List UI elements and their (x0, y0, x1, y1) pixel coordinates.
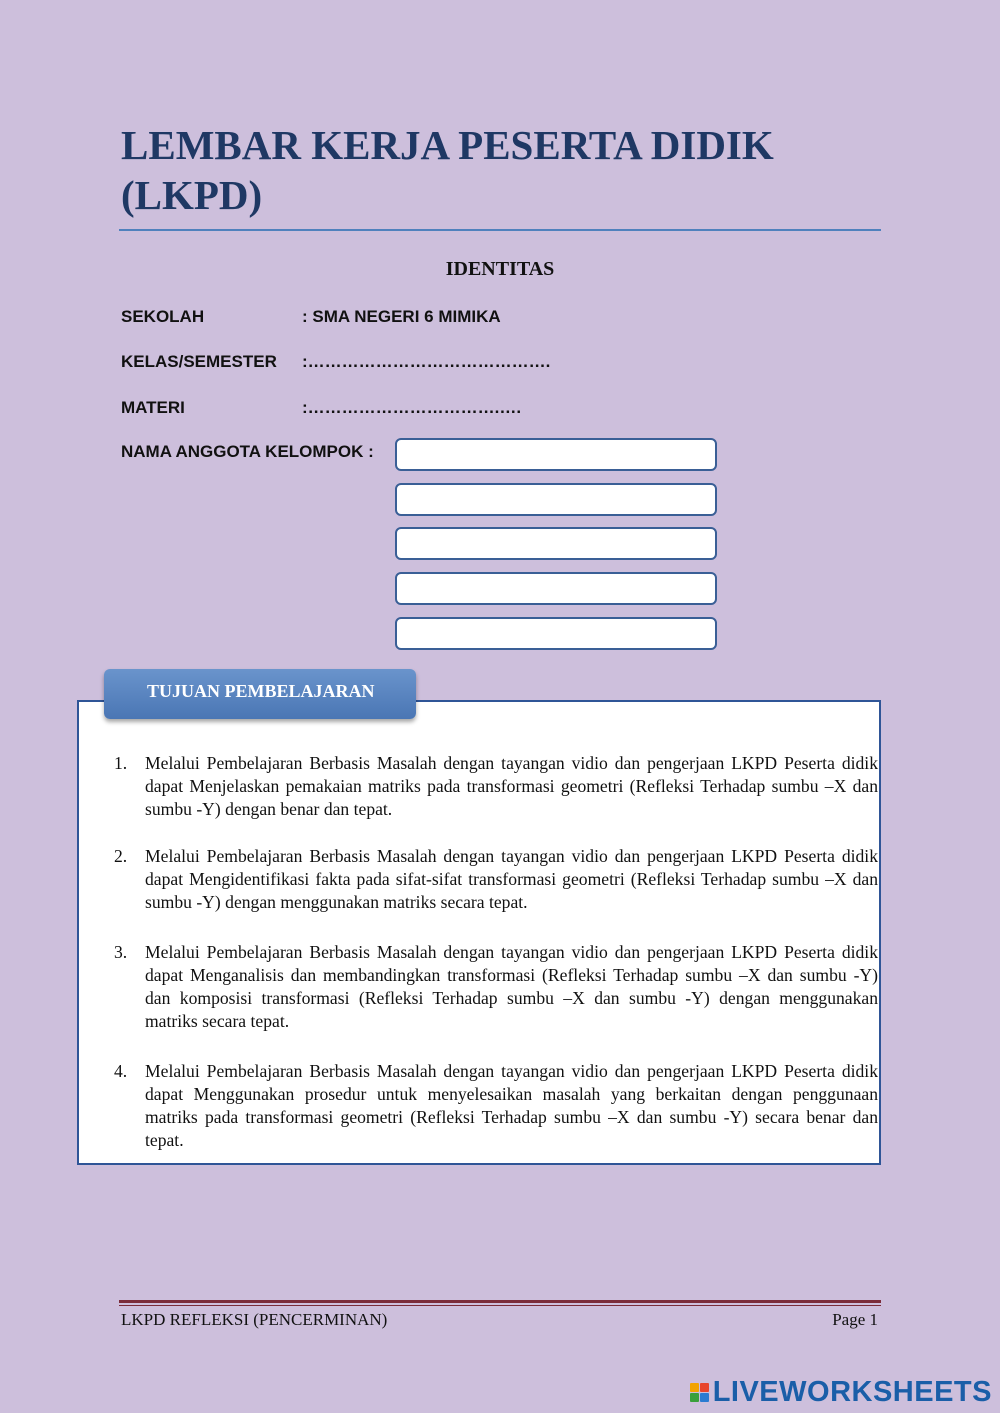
member-name-input-1[interactable] (395, 438, 717, 471)
liveworksheets-icon (690, 1383, 709, 1402)
title-divider (119, 229, 881, 231)
logo-square-i (700, 1383, 709, 1392)
member-name-input-3[interactable] (395, 527, 717, 560)
logo-square-e (700, 1393, 709, 1402)
liveworksheets-logo[interactable] (690, 1374, 992, 1410)
material-label: MATERI (121, 398, 185, 417)
logo-square-l (690, 1383, 699, 1392)
member-name-input-4[interactable] (395, 572, 717, 605)
title-line-2: (LKPD) (121, 172, 263, 218)
footer-divider-thin (119, 1305, 881, 1306)
title-line-1: LEMBAR KERJA PESERTA DIDIK (121, 122, 774, 168)
goal-number: 4. (114, 1061, 128, 1081)
member-name-input-2[interactable] (395, 483, 717, 516)
goal-item (111, 845, 878, 914)
school-value: : SMA NEGERI 6 MIMIKA (302, 307, 501, 326)
goal-item (111, 1060, 878, 1152)
goal-number: 3. (114, 942, 128, 962)
goal-text: Melalui Pembelajaran Berbasis Masalah dengan tayangan vidio dan pengerjaan LKPD Peserta didik dapat Menganalisis dan membandingkan transformasi (Refleksi Terhadap sumbu –X dan sumbu -Y) dan komposisi transformasi (Refleksi Terhadap sumbu –X dan sumbu -Y) dengan menggunakan matriks secara tepat. (145, 942, 878, 1031)
goal-text: Melalui Pembelajaran Berbasis Masalah dengan tayangan vidio dan pengerjaan LKPD Peserta didik dapat Menjelaskan pemakaian matriks pada transformasi geometri (Refleksi Terhadap sumbu –X dan sumbu -Y) dengan benar dan tepat. (145, 753, 878, 819)
group-members-label: NAMA ANGGOTA KELOMPOK : (121, 442, 374, 461)
page-number: Page 1 (832, 1310, 878, 1329)
goal-item (111, 941, 878, 1033)
footer-divider (119, 1300, 881, 1303)
school-label: SEKOLAH (121, 307, 205, 326)
class-semester-label: KELAS/SEMESTER (121, 352, 277, 371)
footer-document-title: LKPD REFLEKSI (PENCERMINAN) (121, 1310, 388, 1329)
logo-square-v (690, 1393, 699, 1402)
goal-number: 2. (114, 846, 128, 866)
liveworksheets-wordmark: LIVEWORKSHEETS (712, 1376, 992, 1408)
goal-text: Melalui Pembelajaran Berbasis Masalah dengan tayangan vidio dan pengerjaan LKPD Peserta didik dapat Menggunakan prosedur untuk menyelesaikan masalah yang berkaitan dengan penggunaan matriks pada transformasi geometri (Refleksi Terhadap sumbu –X dan sumbu -Y) secara benar dan tepat. (145, 1061, 878, 1150)
goal-item (111, 752, 878, 821)
page-title (121, 120, 881, 220)
identitas-heading: IDENTITAS (445, 258, 555, 280)
material-field: :…………………………….…. (302, 398, 522, 417)
goal-text: Melalui Pembelajaran Berbasis Masalah dengan tayangan vidio dan pengerjaan LKPD Peserta didik dapat Mengidentifikasi fakta pada sifat-sifat transformasi geometri (Refleksi Terhadap sumbu –X dan sumbu -Y) dengan menggunakan matriks secara tepat. (145, 846, 878, 912)
member-name-input-5[interactable] (395, 617, 717, 650)
class-semester-field: :……………………………………. (302, 352, 551, 371)
goal-number: 1. (114, 753, 128, 773)
learning-goals-list (111, 752, 878, 1152)
learning-goals-heading: TUJUAN PEMBELAJARAN (104, 669, 416, 719)
